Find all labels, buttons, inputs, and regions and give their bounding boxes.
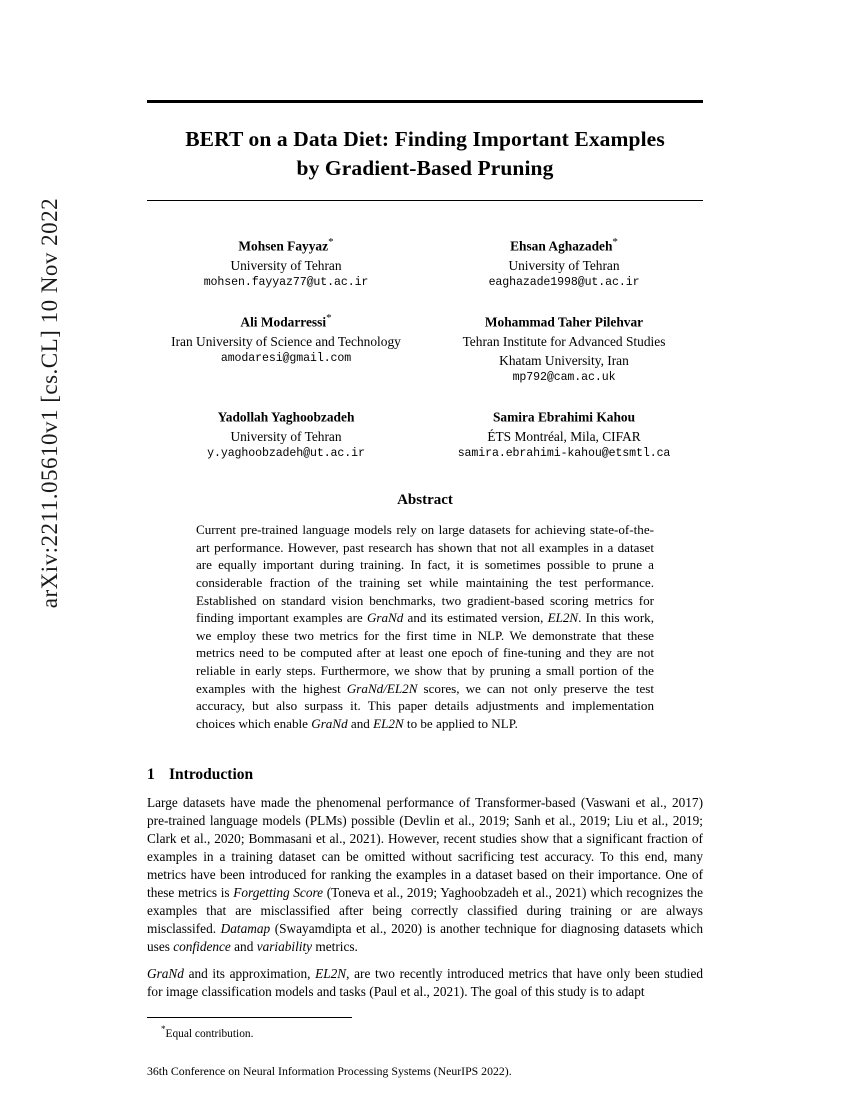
footnote-marker: *: [161, 1023, 166, 1034]
section-number: 1: [147, 766, 155, 784]
title-top-rule: [147, 100, 703, 103]
title-line-1: BERT on a Data Diet: Finding Important Examples: [185, 127, 665, 151]
author-email: eaghazade1998@ut.ac.ir: [488, 275, 640, 289]
author-affiliation: University of Tehran: [508, 257, 620, 273]
author-email: mp792@cam.ac.uk: [512, 370, 616, 384]
author-entry: [147, 406, 425, 462]
author-entry: [425, 311, 703, 386]
conference-note: 36th Conference on Neural Information Processing Systems (NeurIPS 2022).: [147, 1063, 512, 1078]
author-marker: *: [612, 236, 618, 249]
author-affiliation: University of Tehran: [230, 257, 342, 273]
author-entry: [147, 311, 425, 386]
author-name: Samira Ebrahimi Kahou: [492, 409, 636, 425]
title-line-2: by Gradient-Based Pruning: [296, 155, 554, 180]
author-name: Ali Modarressi*: [240, 312, 332, 330]
author-name: Mohammad Taher Pilehvar: [484, 314, 644, 330]
paragraph: Large datasets have made the phenomenal performance of Transformer-based (Vaswani et al., 2017) pre-trained language models (PLMs) possible (Devlin et al., 2019; Sanh et al., 2019; Liu et al., 2019; Clark et al., 2020; Bommasani et al., 2021). However, recent studies show that a significant fraction of examples in a training dataset can be omitted without sacrificing test accuracy. To this end, many metrics have been introduced for ranking the examples in a dataset based on their importance. One of these metrics is Forgetting Score (Toneva et al., 2019; Yaghoobzadeh et al., 2021) which recognizes the examples that are misclassified after being correctly classified during training or are always misclassifed. Datamap (Swayamdipta et al., 2020) is another technique for diagnosing datasets which uses confidence and variability metrics.: [147, 795, 703, 954]
author-entry: [147, 235, 425, 291]
abstract-text: Current pre-trained language models rely on large datasets for achieving state-of-the-art performance. However, past research has shown that not all examples in a dataset are equally important during training. In fact, it is sometimes possible to prune a considerable fraction of the training set while maintaining the test performance. Established on standard vision benchmarks, two gradient-based scoring metrics for finding important examples are GraNd and its estimated version, EL2N. In this work, we employ these two metrics for the first time in NLP. We demonstrate that these metrics need to be computed after at least one epoch of fine-tuning and they are not reliable in early steps. Furthermore, we show that by pruning a small portion of the examples with the highest GraNd/EL2N scores, we can not only preserve the test accuracy, but also surpass it. This paper details adjustments and implementation choices which enable GraNd and EL2N to be applied to NLP.: [196, 522, 655, 731]
author-affiliation: ÉTS Montréal, Mila, CIFAR: [487, 428, 641, 444]
author-email: y.yaghoobzadeh@ut.ac.ir: [207, 446, 365, 460]
author-marker: *: [328, 236, 334, 249]
paper-content: [147, 100, 703, 1079]
arxiv-stamp: arXiv:2211.05610v1 [cs.CL] 10 Nov 2022: [37, 197, 62, 609]
footnote-rule: [147, 1017, 352, 1018]
footnote: [147, 1023, 703, 1042]
author-row: [147, 406, 703, 462]
author-row: [147, 235, 703, 291]
author-affiliation: Tehran Institute for Advanced Studies: [462, 333, 666, 349]
author-email: amodaresi@gmail.com: [220, 351, 352, 365]
author-entry: [425, 406, 703, 462]
paragraph: GraNd and its approximation, EL2N, are two recently introduced metrics that have only been studied for image classification models and tasks (Paul et al., 2021). The goal of this study is to adapt: [147, 965, 703, 999]
author-name: Ehsan Aghazadeh*: [510, 236, 618, 254]
author-marker: *: [326, 312, 332, 325]
section-title: Introduction: [169, 766, 254, 784]
title-bottom-rule: [147, 200, 703, 201]
abstract-heading: Abstract: [397, 492, 453, 509]
author-affiliation: Iran University of Science and Technology: [171, 333, 401, 349]
author-email: mohsen.fayyaz77@ut.ac.ir: [203, 275, 369, 289]
author-name: Mohsen Fayyaz*: [238, 236, 334, 254]
footnote-text: Equal contribution.: [165, 1027, 254, 1040]
author-email: samira.ebrahimi-kahou@etsmtl.ca: [457, 446, 671, 460]
section-heading-introduction: [147, 766, 703, 784]
page-title: [147, 125, 703, 182]
author-name: Yadollah Yaghoobzadeh: [217, 409, 355, 425]
author-affiliation: University of Tehran: [230, 428, 342, 444]
author-row: [147, 311, 703, 386]
author-entry: [425, 235, 703, 291]
author-affiliation-secondary: Khatam University, Iran: [499, 352, 629, 368]
author-block: [147, 235, 703, 462]
